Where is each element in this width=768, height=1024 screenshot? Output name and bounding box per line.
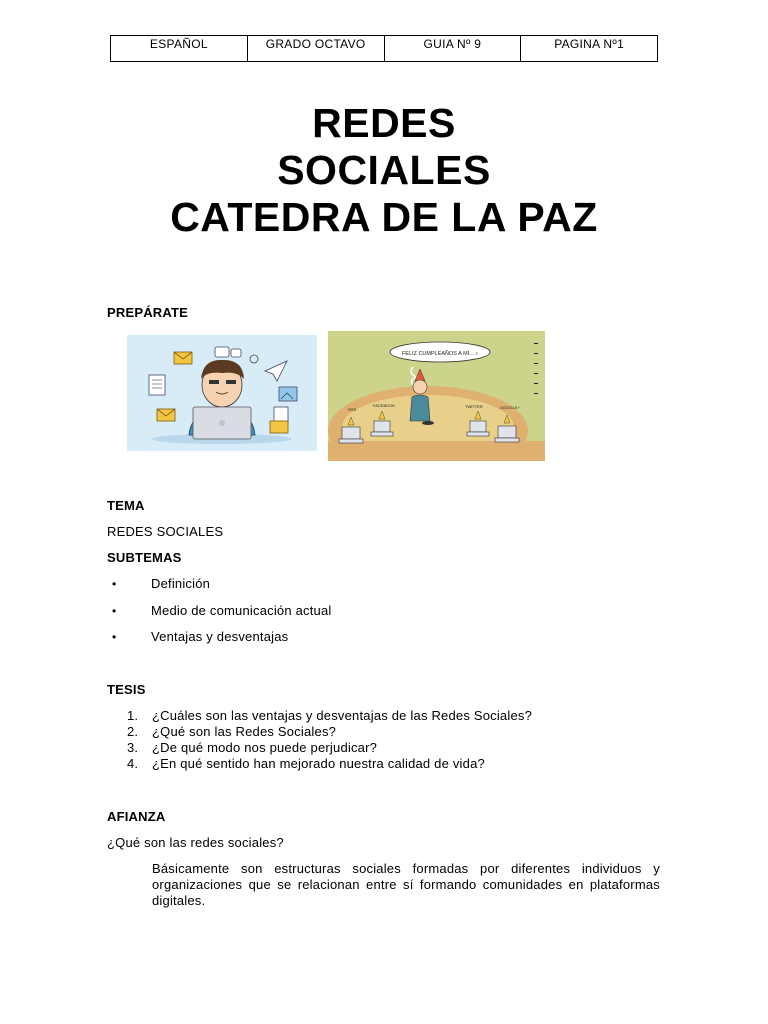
list-item xyxy=(127,756,532,772)
question-text: ¿Qué son las Redes Sociales? xyxy=(152,724,337,739)
question-number: 4. xyxy=(127,756,139,771)
list-item xyxy=(112,602,331,629)
tema-heading: TEMA xyxy=(107,498,145,513)
question-text: ¿Cuáles son las ventajas y desventajas de las Redes Sociales? xyxy=(152,708,533,723)
laptop-label-google: GOOGLE+ xyxy=(500,405,520,410)
bullet-icon: • xyxy=(112,603,117,618)
title-line-3: CATEDRA DE LA PAZ xyxy=(170,194,598,240)
subtema-text: Medio de comunicación actual xyxy=(151,602,332,618)
header-cell-page: PAGINA Nº1 xyxy=(521,36,658,62)
subtema-text: Definición xyxy=(151,576,211,591)
question-number: 3. xyxy=(127,740,139,755)
laptop-label-twitter: TWITTER xyxy=(465,404,483,409)
social-media-illustration xyxy=(127,335,317,451)
list-item xyxy=(112,628,331,655)
question-text: ¿En qué sentido han mejorado nuestra calidad de vida? xyxy=(152,756,485,771)
birthday-cartoon-illustration xyxy=(328,331,545,461)
laptop-label-facebook: FACEBOOK xyxy=(373,403,396,408)
tema-value: REDES SOCIALES xyxy=(107,524,224,539)
subtemas-list xyxy=(112,575,331,655)
list-item xyxy=(127,740,532,756)
prepare-heading: PREPÁRATE xyxy=(107,305,189,320)
person-laptop-icon xyxy=(127,335,317,451)
bullet-icon: • xyxy=(112,630,117,644)
question-number: 1. xyxy=(127,708,139,723)
subtema-text: Ventajas y desventajas xyxy=(151,629,289,644)
header-cell-subject: ESPAÑOL xyxy=(111,36,248,62)
title-line-1: REDES xyxy=(312,100,456,146)
header-cell-guide: GUIA Nº 9 xyxy=(384,36,521,62)
laptop-label-rss: RSS xyxy=(348,407,357,412)
tesis-list xyxy=(127,708,532,772)
cartoon-laptops-icon xyxy=(328,331,545,461)
question-text: ¿De qué modo nos puede perjudicar? xyxy=(152,740,378,755)
tesis-heading: TESIS xyxy=(107,682,146,697)
list-item xyxy=(112,575,331,602)
afianza-answer: Básicamente son estructuras sociales formadas por diferentes individuos y organizaciones que se relacionan entre sí formando comunidades en plataformas digitales. xyxy=(152,861,660,908)
subtemas-heading: SUBTEMAS xyxy=(107,550,182,565)
question-number: 2. xyxy=(127,724,139,739)
afianza-heading: AFIANZA xyxy=(107,809,166,824)
title-line-2: SOCIALES xyxy=(277,147,491,193)
header-table xyxy=(110,35,658,62)
header-cell-grade: GRADO OCTAVO xyxy=(247,36,384,62)
document-title xyxy=(0,100,768,241)
cartoon-speech-text: FELIZ CUMPLEAÑOS A MÍ... ♪ xyxy=(401,351,479,357)
list-item xyxy=(127,708,532,724)
afianza-question: ¿Qué son las redes sociales? xyxy=(107,835,284,850)
bullet-icon: • xyxy=(112,577,117,591)
list-item xyxy=(127,724,532,740)
